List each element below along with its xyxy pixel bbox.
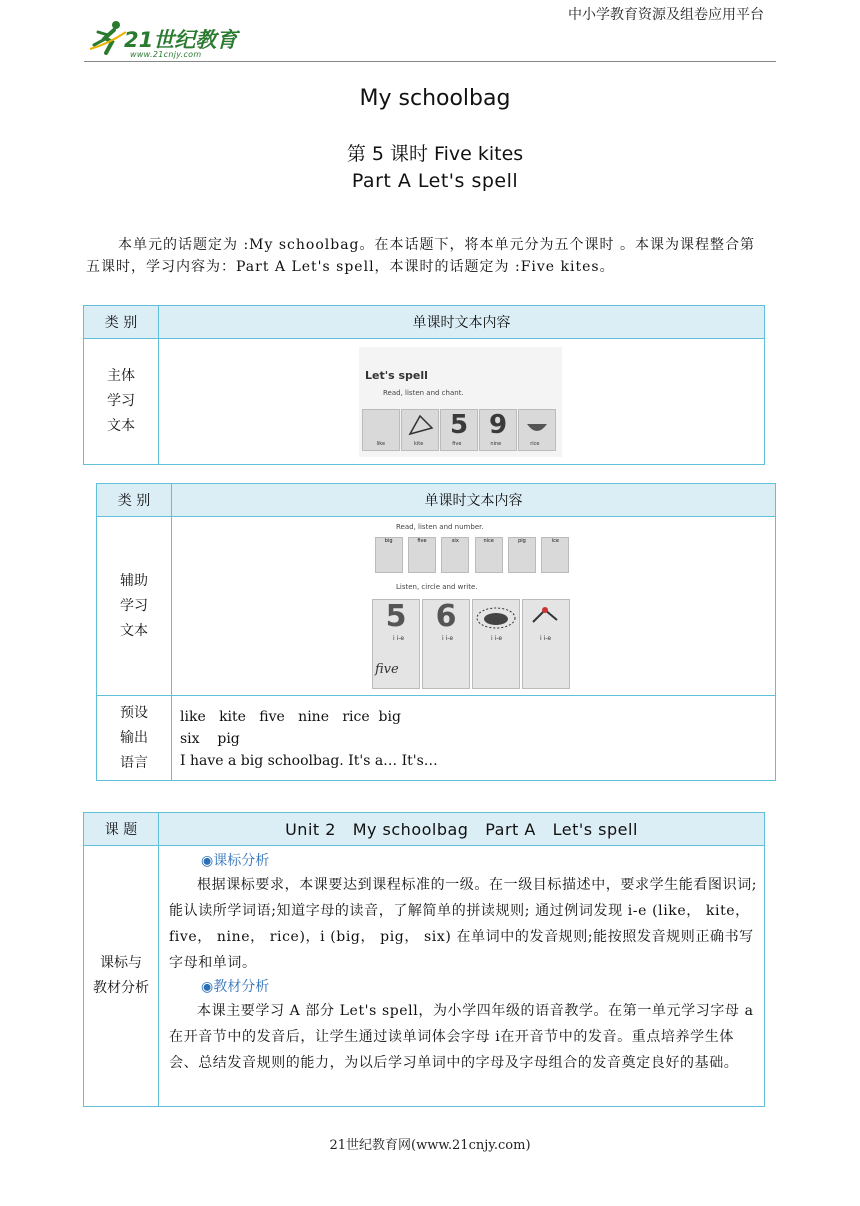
support-image-cell <box>172 517 776 696</box>
lets-spell-illustration <box>359 347 562 457</box>
part-title: Part A Let's spell <box>351 170 519 192</box>
topic-header: 课 题 <box>84 813 159 846</box>
number-instruction: Read, listen and number. <box>396 523 484 531</box>
intro-paragraph: 本单元的话题定为 :My schoolbag。在本话题下，将本单元分为五个课时 。本课为课程整合第五课时，学习内容为：Part A Let's spell，本课时的话题定为 :Five kites。 <box>86 237 755 275</box>
logo-url: www.21cnjy.com <box>130 50 202 59</box>
circle-instruction: Listen, circle and write. <box>396 583 478 591</box>
number-five-panel: 5 five <box>372 599 420 689</box>
whale-panel <box>472 599 520 689</box>
header-divider <box>84 61 776 62</box>
lets-spell-captions: like kite five nine rice <box>376 440 540 447</box>
output-line-2: six pig <box>180 731 240 747</box>
bird-panel <box>522 599 570 689</box>
main-text-table <box>83 305 765 465</box>
row-label-output: 预设 输出 语言 <box>97 696 172 781</box>
page-footer: 21世纪教育网(www.21cnjy.com) <box>329 1138 531 1153</box>
content-header: 单课时文本内容 <box>172 484 776 517</box>
bird-icon <box>523 600 569 634</box>
number-six-panel: 6 <box>422 599 470 689</box>
unit-title: Unit 2 My schoolbag Part A Let's spell <box>159 813 765 846</box>
content-header: 单课时文本内容 <box>159 306 765 339</box>
number-nine-card: 9 <box>479 409 517 451</box>
rice-bowl-icon <box>519 410 555 440</box>
output-line-3: I have a big schoolbag. It's a… It's… <box>180 753 438 769</box>
handwritten-answer: five <box>375 662 399 677</box>
kite-icon <box>402 410 438 440</box>
textbook-analysis-heading: ◉教材分析 <box>201 979 270 995</box>
category-header: 类 别 <box>97 484 172 517</box>
word-cards-row: big five six nice pig ice <box>372 537 572 577</box>
row-label-analysis: 课标与 教材分析 <box>84 846 159 1107</box>
analysis-table <box>83 812 765 1107</box>
support-illustration <box>368 521 578 691</box>
logo-text: 21世纪教育 <box>124 28 238 52</box>
number-five-card: 5 <box>440 409 478 451</box>
output-language-cell <box>172 696 776 781</box>
row-label-support: 辅助 学习 文本 <box>97 517 172 696</box>
row-label-main: 主体 学习 文本 <box>84 339 159 465</box>
site-logo <box>88 14 248 62</box>
analysis-content <box>159 846 765 1107</box>
support-text-table <box>96 483 776 781</box>
curriculum-analysis-text: 根据课标要求，本课要达到课程标准的一级。在一级目标描述中，要求学生能看图识词;能认读所学词语;知道字母的读音，了解简单的拼读规则; 通过例词发现 i-e (like， kite， five， nine， rice)，i (big， pig， six) 在单词中的发音规则;能按照发音规则正确书写字母和单词。 <box>169 877 758 971</box>
platform-name: 中小学教育资源及组卷应用平台 <box>568 7 764 23</box>
whale-icon <box>473 600 519 634</box>
choice-labels: i i-e i i-e i i-e i i-e <box>392 635 552 642</box>
textbook-analysis-text: 本课主要学习 A 部分 Let's spell，为小学四年级的语音教学。在第一单元学习字母 a在开音节中的发音后，让学生通过读单词体会字母 i在开音节中的发音。重点培养学生体会、总结发音规则的能力，为以后学习单词中的字母及字母组合的发音奠定良好的基础。 <box>169 1003 754 1071</box>
lets-spell-instruction: Read, listen and chant. <box>383 388 464 397</box>
output-line-1: like kite five nine rice big <box>180 709 401 725</box>
lets-spell-image-cell <box>159 339 765 465</box>
lesson-title: 第 5 课时 Five kites <box>346 143 524 165</box>
category-header: 类 别 <box>84 306 159 339</box>
page-title: My schoolbag <box>359 86 511 111</box>
runner-icon <box>88 18 128 58</box>
lets-spell-title: Let's spell <box>365 368 428 382</box>
curriculum-analysis-heading: ◉课标分析 <box>201 853 270 869</box>
